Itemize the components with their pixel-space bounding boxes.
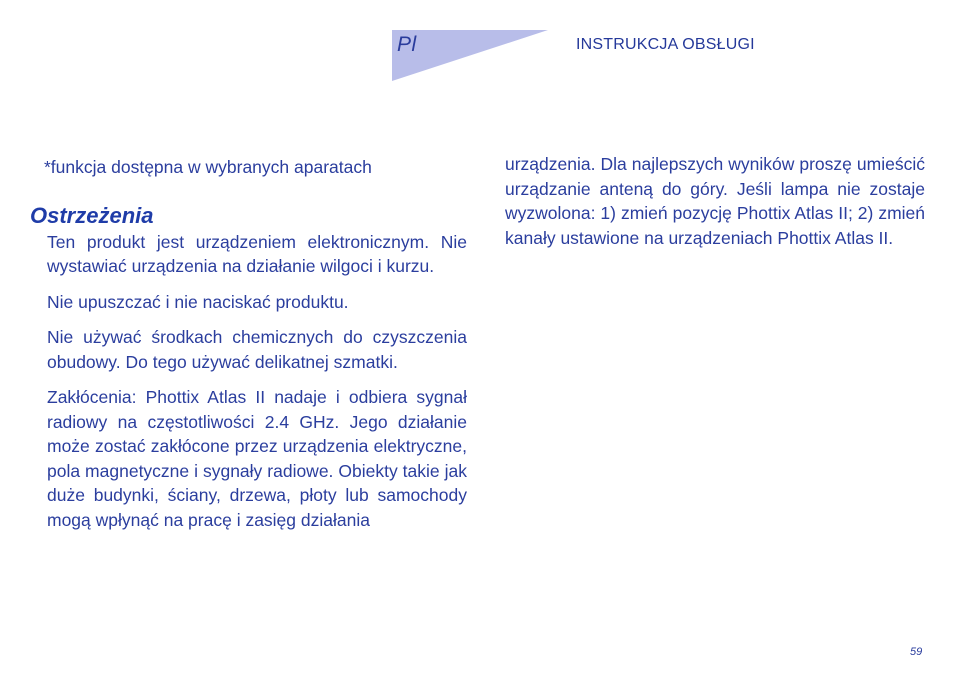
paragraph-interference: Zakłócenia: Phottix Atlas II nadaje i odbiera sygnał radiowy na częstotliwości 2.4 GHz. Jego działanie może zostać zakłócone przez urządzenia elektryczne, pola magnetyczne i sygnały radiowe. Obiekty takie jak duże budynki, ściany, drzewa, płoty lub samochody mogą wpłynąć na pracę i zasięg działania — [47, 387, 467, 530]
right-column — [505, 152, 925, 261]
manual-title: INSTRUKCJA OBSŁUGI — [576, 36, 755, 53]
paragraph-cleaning: Nie używać środkach chemicznych do czyszczenia obudowy. Do tego używać delikatnej szmatki. — [47, 327, 467, 372]
page-number: 59 — [910, 646, 923, 658]
paragraph-do-not-drop: Nie upuszczać i nie naciskać produktu. — [47, 291, 349, 312]
language-label: Pl — [397, 33, 417, 56]
availability-note: *funkcja dostępna w wybranych aparatach — [44, 157, 372, 177]
section-title-warnings: Ostrzeżenia — [30, 202, 154, 228]
left-column — [30, 155, 467, 543]
paragraph-electronic-device: Ten produkt jest urządzeniem elektronicznym. Nie wystawiać urządzenia na działanie wilgoci i kurzu. — [47, 231, 467, 276]
paragraph-interference-continued: urządzenia. Dla najlepszych wyników proszę umieścić urządzanie anteną do góry. Jeśli lampa nie zostaje wyzwolona: 1) zmień pozycję Phottix Atlas II; 2) zmień kanały ustawione na urządzeniach Phottix Atlas II. — [505, 154, 925, 248]
